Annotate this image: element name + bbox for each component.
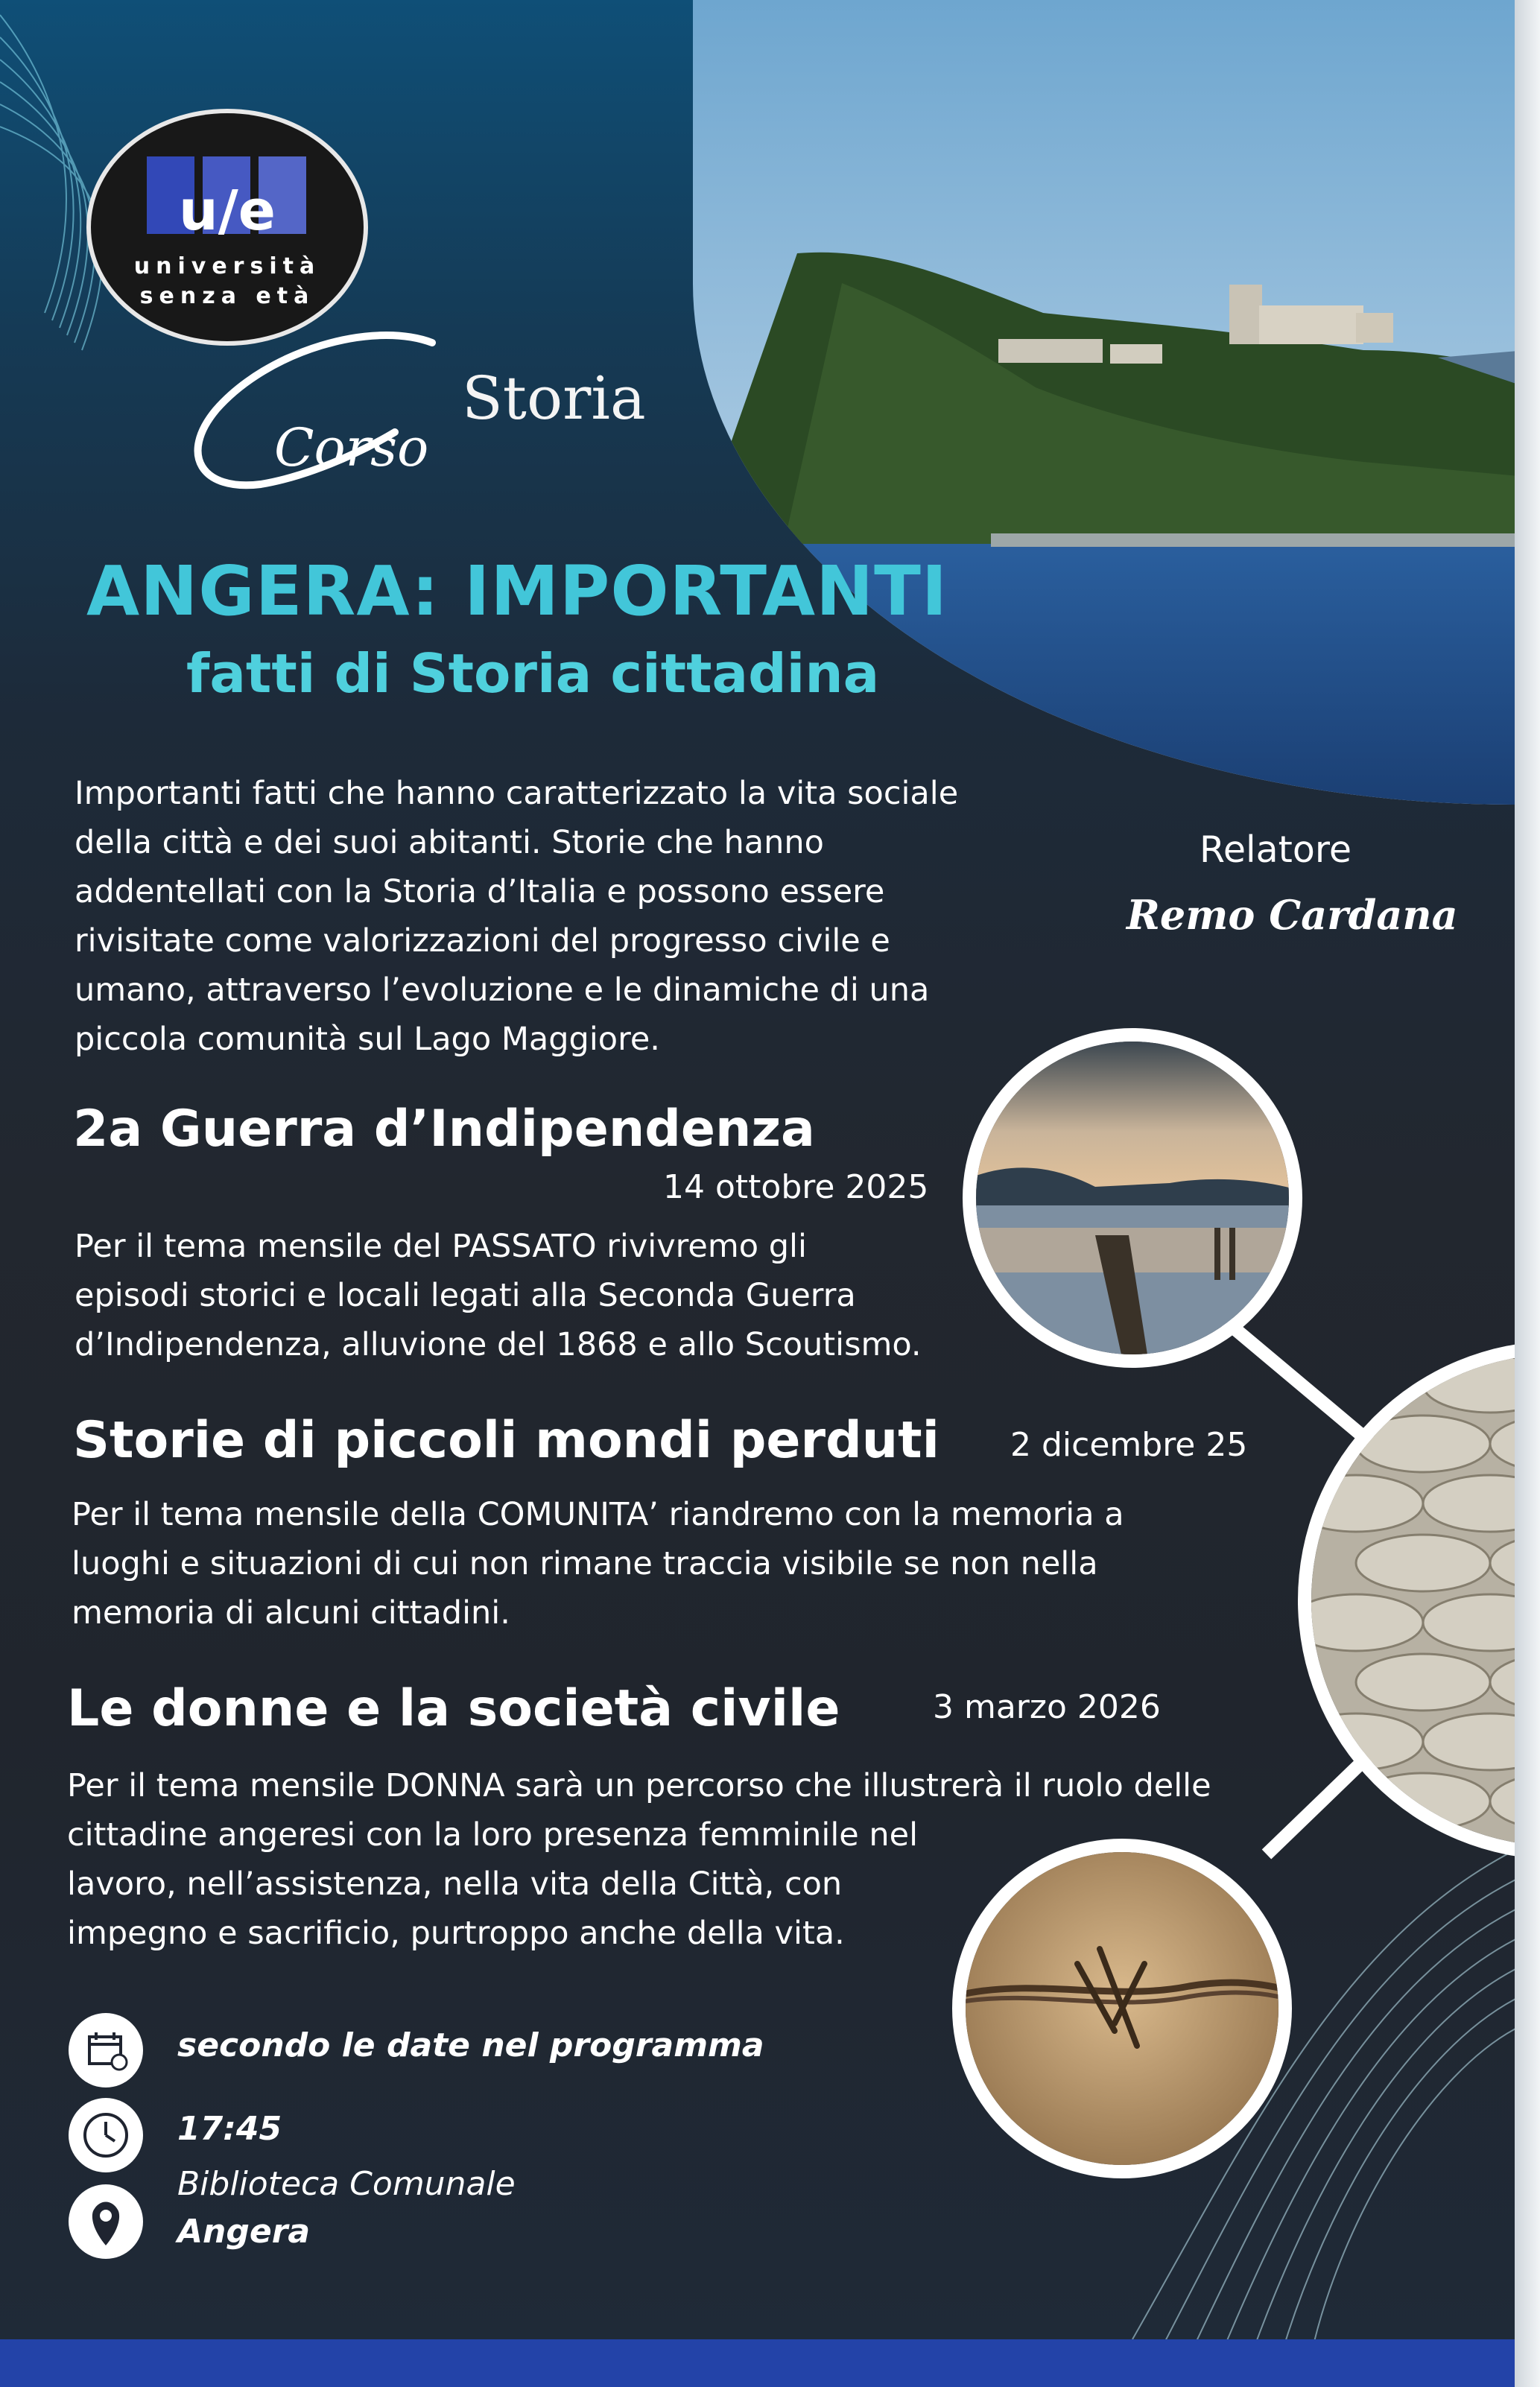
time-text: 17:45 xyxy=(177,2110,282,2148)
section-text-line: Per il tema mensile DONNA sarà un percorso che illustrerà il ruolo delle xyxy=(67,1767,1211,1804)
corso-swash xyxy=(186,298,499,522)
speaker-name: Remo Cardana xyxy=(1127,891,1458,939)
location-pin-icon xyxy=(69,2184,143,2259)
section-text-line: cittadine angeresi con la loro presenza femminile nel xyxy=(67,1816,919,1854)
section-text xyxy=(75,1222,922,1369)
section-text-line: episodi storici e locali legati alla Seconda Guerra xyxy=(75,1277,856,1314)
page-subtitle: fatti di Storia cittadina xyxy=(186,642,880,705)
intro-line: piccola comunità sul Lago Maggiore. xyxy=(75,1021,660,1058)
section-date: 14 ottobre 2025 xyxy=(663,1168,929,1206)
course-script-word: Corso xyxy=(274,417,429,478)
section-date: 2 dicembre 25 xyxy=(1010,1426,1248,1464)
section-title: 2a Guerra d’Indipendenza xyxy=(73,1100,815,1158)
intro-line: umano, attraverso l’evoluzione e le dinamiche di una xyxy=(75,971,930,1009)
section-text-line: impegno e sacrificio, purtroppo anche della vita. xyxy=(67,1915,845,1952)
logo-line1: università xyxy=(133,253,321,279)
schedule-text: secondo le date nel programma xyxy=(177,2026,764,2064)
place-text: Biblioteca Comunale xyxy=(177,2165,516,2203)
section-text-line: Per il tema mensile della COMUNITA’ riandremo con la memoria a xyxy=(72,1496,1124,1533)
page-edge xyxy=(1515,0,1540,2387)
intro-line: Importanti fatti che hanno caratterizzato la vita sociale xyxy=(75,775,959,812)
logo-brand: u/e xyxy=(179,179,276,243)
section-text xyxy=(72,1490,1124,1638)
section-title: Le donne e la società civile xyxy=(67,1679,840,1738)
page-title: ANGERA: IMPORTANTI xyxy=(86,551,948,631)
barbed-wire-photo xyxy=(966,1852,1278,2165)
clock-icon xyxy=(69,2098,143,2172)
section-title: Storie di piccoli mondi perduti xyxy=(73,1411,939,1470)
section-text-line: memoria di alcuni cittadini. xyxy=(72,1594,510,1632)
intro-line: della città e dei suoi abitanti. Storie che hanno xyxy=(75,824,824,861)
place-town: Angera xyxy=(177,2213,311,2251)
section-date: 3 marzo 2026 xyxy=(933,1688,1161,1726)
section-text-line: d’Indipendenza, alluvione del 1868 e allo Scoutismo. xyxy=(75,1326,922,1363)
calendar-icon xyxy=(69,2013,143,2088)
intro-line: rivisitate come valorizzazioni del progresso civile e xyxy=(75,922,890,960)
section-text-line: Per il tema mensile del PASSATO rivivremo gli xyxy=(75,1228,807,1265)
bottom-strip xyxy=(0,2339,1540,2387)
section-text-line: luoghi e situazioni di cui non rimane traccia visibile se non nella xyxy=(72,1545,1098,1582)
lake-sunset-photo xyxy=(976,1042,1289,1354)
intro-line: addentellati con la Storia d’Italia e possono essere xyxy=(75,873,885,910)
course-subject: Storia xyxy=(462,364,646,433)
section-text-line: lavoro, nell’assistenza, nella vita della Città, con xyxy=(67,1865,843,1903)
speaker-label: Relatore xyxy=(1200,828,1352,871)
intro-paragraph xyxy=(75,769,1118,1064)
logo-line2: senza età xyxy=(139,283,315,309)
